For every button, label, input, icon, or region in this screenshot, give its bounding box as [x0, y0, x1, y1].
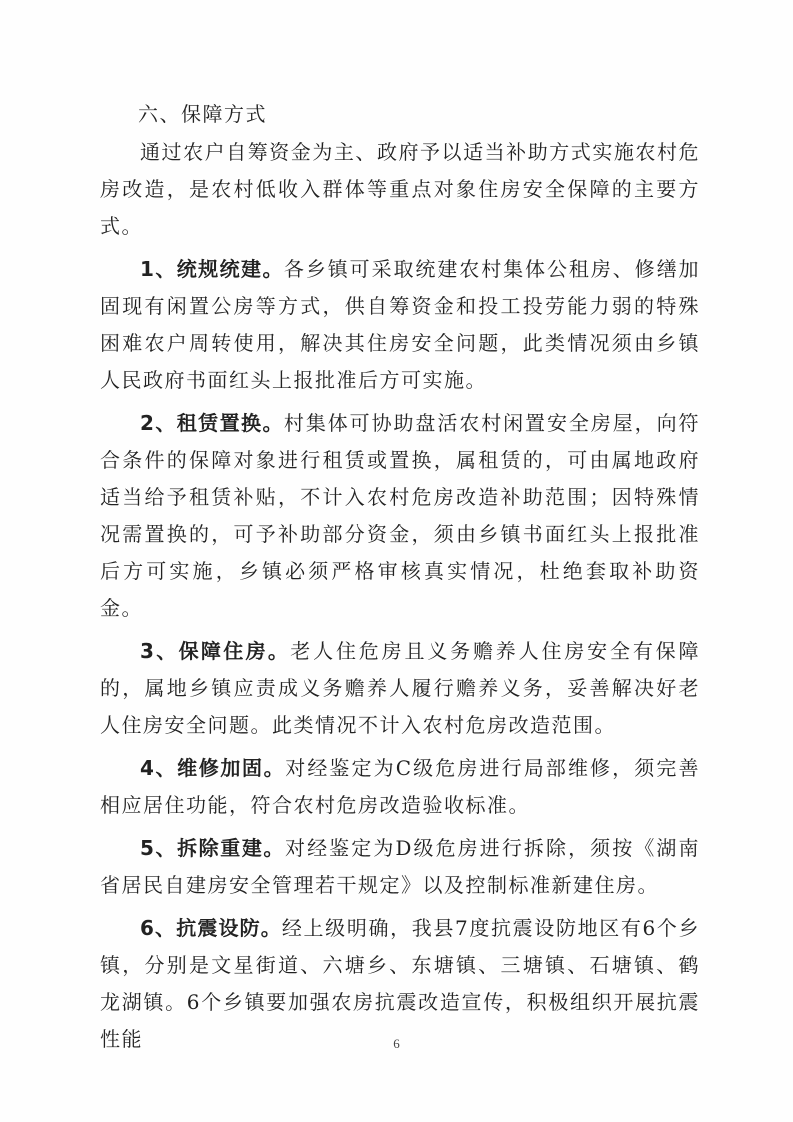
intro-paragraph: 通过农户自筹资金为主、政府予以适当补助方式实施农村危房改造，是农村低收入群体等重点对象住房安全保障的主要方式。: [100, 140, 700, 238]
item-lead-3: 3、保障住房。: [140, 639, 291, 663]
item-text-6: 经上级明确，我县7度抗震设防地区有6个乡镇，分别是文星街道、六塘乡、东塘镇、三塘镇、石塘镇、鹤龙湖镇。6个乡镇要加强农房抗震改造宣传，积极组织开展抗震性能: [100, 916, 701, 1051]
item-text-5: 对经鉴定为D级危房进行拆除，须按《湖南省居民自建房安全管理若干规定》以及控制标准新建住房。: [100, 836, 700, 897]
item-text-3: 老人住危房且义务赡养人住房安全有保障的，属地乡镇应责成义务赡养人履行赡养义务，妥善解决好老人住房安全问题。此类情况不计入农村危房改造范围。: [100, 639, 701, 737]
item-text-2: 村集体可协助盘活农村闲置安全房屋，向符合条件的保障对象进行租赁或置换，属租赁的，可由属地政府适当给予租赁补贴，不计入农村危房改造补助范围；因特殊情况需置换的，可予补助部分资金，须由乡镇书面红头上报批准后方可实施，乡镇必须严格审核真实情况，杜绝套取补助资金。: [100, 411, 701, 620]
item-paragraph-3: [100, 633, 700, 744]
item-lead-1: 1、统规统建。: [140, 257, 284, 281]
item-lead-6: 6、抗震设防。: [140, 916, 282, 940]
item-lead-4: 4、维修加固。: [140, 756, 286, 780]
document-body: [100, 94, 700, 1064]
item-text-1: 各乡镇可采取统建农村集体公租房、修缮加固现有闲置公房等方式，供自筹资金和投工投劳能力弱的特殊困难农户周转使用，解决其住房安全问题，此类情况须由乡镇人民政府书面红头上报批准后方可实施。: [100, 257, 701, 392]
item-paragraph-4: [100, 750, 700, 824]
item-lead-5: 5、拆除重建。: [140, 836, 285, 860]
item-paragraph-2: [100, 405, 700, 627]
item-text-4: 对经鉴定为C级危房进行局部维修，须完善相应居住功能，符合农村危房改造验收标准。: [100, 756, 700, 817]
item-paragraph-1: [100, 251, 700, 399]
item-lead-2: 2、租赁置换。: [140, 411, 284, 435]
page-number: 6: [393, 1036, 400, 1051]
section-heading: 六、保障方式: [138, 102, 267, 126]
item-paragraph-5: [100, 830, 700, 904]
